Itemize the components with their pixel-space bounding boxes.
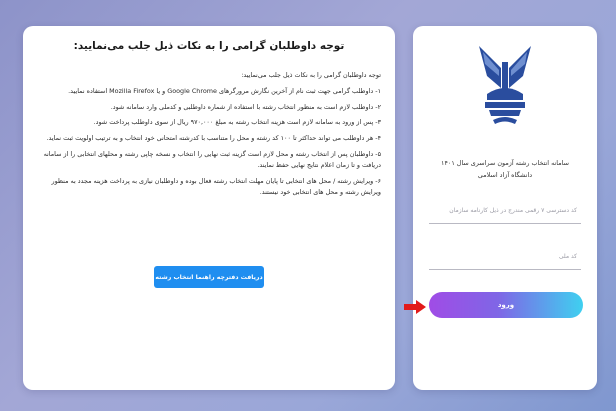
notice-body	[37, 70, 381, 203]
national-code-field	[429, 240, 581, 270]
azad-university-logo-icon	[473, 42, 537, 130]
notice-title: توجه داوطلبان گرامی را به نکات ذیل جلب می‌نمایید:	[73, 40, 345, 52]
access-code-field	[429, 194, 581, 224]
university-name: دانشگاه آزاد اسلامی	[477, 170, 533, 179]
notice-item: ۱- داوطلب گرامی جهت ثبت نام از آخرین نگارش مرورگرهای Google Chrome و یا Mozilla Firefox استفاده نمایید.	[68, 86, 381, 95]
red-arrow-icon	[404, 300, 426, 314]
notice-item: ۶- ویرایش رشته / محل های انتخابی تا پایان مهلت انتخاب رشته فعال بوده و داوطلبان نیازی به پرداخت هزینه مجدد به منظور ویرایش رشته و محل های انتخابی خود نیستند.	[51, 176, 381, 197]
notice-item: ۲- داوطلب لازم است به منظور انتخاب رشته با استفاده از شماره داوطلبی و کدملی وارد سامانه شود.	[110, 102, 381, 111]
access-code-input[interactable]	[429, 194, 581, 223]
system-title	[421, 158, 589, 182]
notice-item: ۵- داوطلبان پس از انتخاب رشته و محل لازم است گزینه ثبت نهایی را انتخاب و نسخه چاپی رشته و محلهای انتخابی را از سامانه دریافت و تا زمان اعلام نتایج نهایی حفظ نمایند.	[43, 149, 381, 170]
national-code-input[interactable]	[429, 240, 581, 269]
login-card	[413, 26, 597, 390]
system-title-line: سامانه انتخاب رشته آزمون سراسری سال ۱۴۰۱	[441, 159, 569, 167]
download-guide-button[interactable]: دریافت دفترچه راهنما انتخاب رشته	[154, 266, 264, 288]
notice-item: ۳- پس از ورود به سامانه لازم است هزینه انتخاب رشته به مبلغ ۹۷۰,۰۰۰ ریال از سوی داوطلب پرداخت شود.	[93, 118, 381, 127]
notice-intro: توجه داوطلبان گرامی را به نکات ذیل جلب می‌نمایید:	[241, 71, 381, 79]
login-button[interactable]: ورود	[429, 292, 583, 318]
notice-item: ۴- هر داوطلب می تواند حداکثر تا ۱۰۰ کد رشته و محل را متناسب با کدرشته امتحانی خود انتخاب و به ترتیب اولویت ثبت نماید.	[46, 134, 381, 143]
notice-card	[23, 26, 395, 390]
